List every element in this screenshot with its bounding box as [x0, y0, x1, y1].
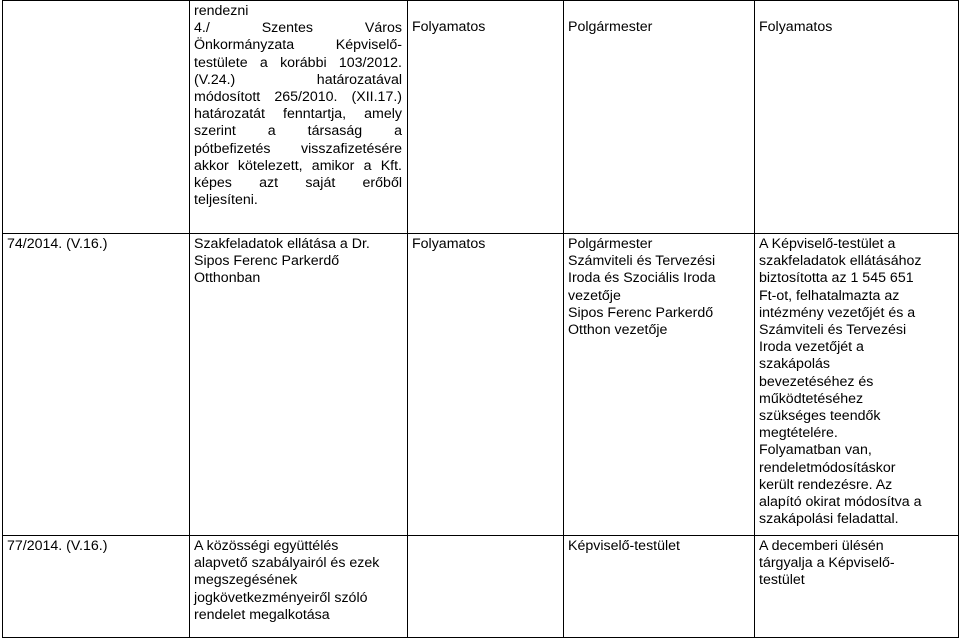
status-line: szakápolás: [759, 356, 830, 373]
description-line: pótbefizetés visszafizetésére: [194, 140, 402, 157]
status-line: Számviteli és Tervezési: [759, 322, 907, 339]
description-line: A közösségi együttélés: [194, 538, 339, 554]
status-line: került rendezésre. Az: [759, 476, 893, 493]
responsible-cell: [564, 1, 755, 234]
description-line: akkor kötelezett, amikor a Kft.: [194, 157, 402, 174]
description-line: szerint a társaság a: [194, 123, 402, 140]
status-line: alapító okirat módosítva a: [759, 494, 922, 511]
resolution-description-cell: [190, 536, 408, 638]
status-cell: [755, 536, 959, 638]
resolution-description-cell: [190, 234, 408, 536]
description-line: Sipos Ferenc Parkerdő: [194, 253, 340, 270]
responsible-line: Otthon vezetője: [568, 322, 668, 339]
responsible-cell: [564, 234, 755, 536]
description-line: 4./ Szentes Város: [194, 20, 402, 37]
responsible-line: Számviteli és Tervezési: [568, 253, 716, 270]
description-line: (V.24.) határozatával: [194, 71, 402, 88]
resolution-number-cell: [3, 234, 190, 536]
description-line: Önkormányzata Képviselő-: [194, 37, 402, 54]
status-line: megtételére.: [759, 425, 838, 442]
status-line: bevezetéséhez és: [759, 373, 874, 390]
responsible-text: Polgármester: [568, 19, 653, 35]
description-line: alapvető szabályairól és ezek: [194, 555, 380, 572]
status-line: rendeletmódosításkor: [759, 459, 896, 476]
status-line: Ft-ot, felhatalmazta az: [759, 287, 900, 304]
deadline-cell: [408, 234, 564, 536]
table-row: [3, 234, 959, 536]
responsible-text: Képviselő-testület: [568, 538, 680, 554]
description-line: megszegésének: [194, 572, 298, 589]
description-line: Szakfeladatok ellátása a Dr.: [194, 236, 370, 252]
table-row: [3, 1, 959, 234]
description-line: módosított 265/2010. (XII.17.): [194, 89, 402, 106]
deadline-cell: [408, 1, 564, 234]
status-cell: [755, 234, 959, 536]
resolution-description-cell: [190, 1, 408, 234]
deadline-text: Folyamatos: [412, 19, 486, 35]
resolutions-table: [2, 0, 959, 638]
status-line: biztosította az 1 545 651: [759, 270, 914, 287]
status-line: intézmény vezetőjét és a: [759, 304, 916, 321]
responsible-cell: [564, 536, 755, 638]
resolution-number: 74/2014. (V.16.): [7, 236, 108, 252]
status-cell: [755, 1, 959, 234]
resolution-number-cell: [3, 536, 190, 638]
status-line: Folyamatban van,: [759, 442, 872, 459]
description-line: teljesíteni.: [194, 192, 258, 209]
responsible-line: Sipos Ferenc Parkerdő: [568, 304, 714, 321]
description-line: jogkövetkezményeiről szóló: [194, 589, 368, 606]
responsible-line: Polgármester: [568, 236, 653, 252]
status-line: Iroda vezetőjét a: [759, 339, 864, 356]
description-line: rendezni: [194, 3, 249, 19]
description-line: határozatát fenntartja, amely: [194, 106, 402, 123]
status-line: szakfeladatok ellátásához: [759, 253, 922, 270]
status-line: szükséges teendők: [759, 408, 881, 425]
description-line: testülete a korábbi 103/2012.: [194, 54, 402, 71]
status-line: A decemberi ülésén: [759, 538, 884, 554]
responsible-line: vezetője: [568, 287, 621, 304]
resolution-number: 77/2014. (V.16.): [7, 538, 108, 554]
description-line: Otthonban: [194, 270, 261, 287]
status-line: tárgyalja a Képviselő-: [759, 555, 895, 572]
description-line: képes azt saját erőből: [194, 175, 402, 192]
resolution-number-cell: [3, 1, 190, 234]
status-line: szakápolási feladattal.: [759, 511, 899, 528]
responsible-line: Iroda és Szociális Iroda: [568, 270, 716, 287]
deadline-text: Folyamatos: [412, 236, 486, 252]
deadline-cell: [408, 536, 564, 638]
status-line: működtetéséhez: [759, 390, 864, 407]
table-row: [3, 536, 959, 638]
status-line: A Képviselő-testület a: [759, 236, 896, 252]
description-line: rendelet megalkotása: [194, 606, 330, 623]
status-line: testület: [759, 572, 805, 589]
status-text: Folyamatos: [759, 19, 833, 35]
